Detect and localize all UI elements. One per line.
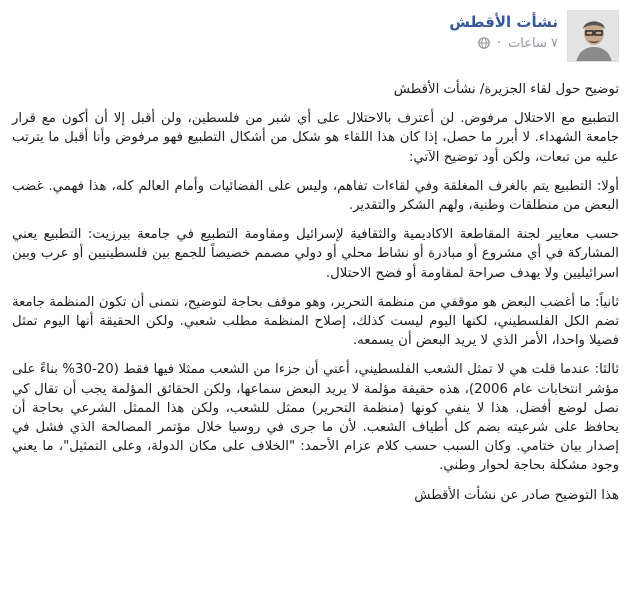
post-header <box>12 10 619 70</box>
paragraph-intro: التطبيع مع الاحتلال مرفوض. لن أعترف بالاحتلال على أي شبر من فلسطين، ولن أقبل إلا أن أكون مع قرار جامعة الشهداء. لا أبرر ما حصل، إذا كان هذا اللقاء هو شكل من أشكال التطبيع فهو مرفوض وأنا أقبل ما يترتب عليه من تبعات، ولكن أود توضيح الآتي: <box>12 111 619 165</box>
post-title: توضيح حول لقاء الجزيرة/ نشأت الأقطش <box>393 82 619 97</box>
paragraph-third: ثالثا: عندما قلت هي لا تمثل الشعب الفلسطيني، أعني أن جزءا من الشعب ممثلا فيها فقط (20-30% بناءً على مؤشر انتخابات عام 2006)، هذه حقيقة مؤلمة لا يريد البعض سماعها، ولكن الحقائق المؤلمة يجب أن تقال كي نصل لوضع أفضل. هذا لا ينفي كونها (منظمة التحرير) ممثل للشعب، ولكن هذا الممثل الشرعي بحاجة أن يحافظ على شرعيته بضم كل أطياف الشعب. لأن ما جرى في روسيا خلال مؤتمر المصالحة الذي فشل في إصدار بيان ختامي. وكان السبب حسب كلام عزام الأحمد: "الخلاف على مكان الدولة، وعلى التمثيل"، ما يعني وجود مشكلة بحاجة لحوار وطني. <box>12 362 619 474</box>
post-body <box>12 80 619 505</box>
timestamp-row <box>449 35 558 55</box>
separator-dot: · <box>496 36 501 51</box>
profile-photo-icon <box>568 11 619 62</box>
author-name[interactable]: نشأت الأقطش <box>449 13 558 31</box>
paragraph-criteria: حسب معايير لجنة المقاطعة الاكاديمية والثقافية لإسرائيل ومقاومة التطبيع في جامعة بيرزيت: التطبيع يعني المشاركة في أي مشروع أو مبادرة أو نشاط محلي أو دولي مصمم خصيصاً للجمع بين فلسطينيين أو عرب وبين اسرائيليين ولا يهدف صراحة لمقاومة أو فضح الاحتلال. <box>12 227 619 281</box>
paragraph-second: ثانياً: ما أغضب البعض هو موقفي من منظمة التحرير، وهو موقف بحاجة لتوضيح، نتمنى أن تكون المنظمة جامعة تضم الكل الفلسطيني، لكنها اليوم ليست كذلك، إصلاح المنظمة مطلب شعبي. ولكن الحقيقة أنها اليوم تمثل فصيلا واحدا، الأمر الذي لا يريد البعض أن يسمعه. <box>12 294 619 349</box>
paragraph-first: أولا: التطبيع يتم بالغرف المغلقة وفي لقاءات تفاهم، وليس على الفضائيات وأمام العالم كله، هذا فهمي. غضب البعض من منطلقات وطنية، ولهم الشكر والتقدير. <box>12 178 619 214</box>
post-time[interactable]: ٧ ساعات <box>508 36 558 51</box>
avatar[interactable] <box>567 10 619 62</box>
paragraph-signature: هذا التوضيح صادر عن نشأت الأقطش <box>414 487 619 503</box>
post-meta <box>449 10 558 55</box>
globe-icon[interactable] <box>478 37 490 55</box>
